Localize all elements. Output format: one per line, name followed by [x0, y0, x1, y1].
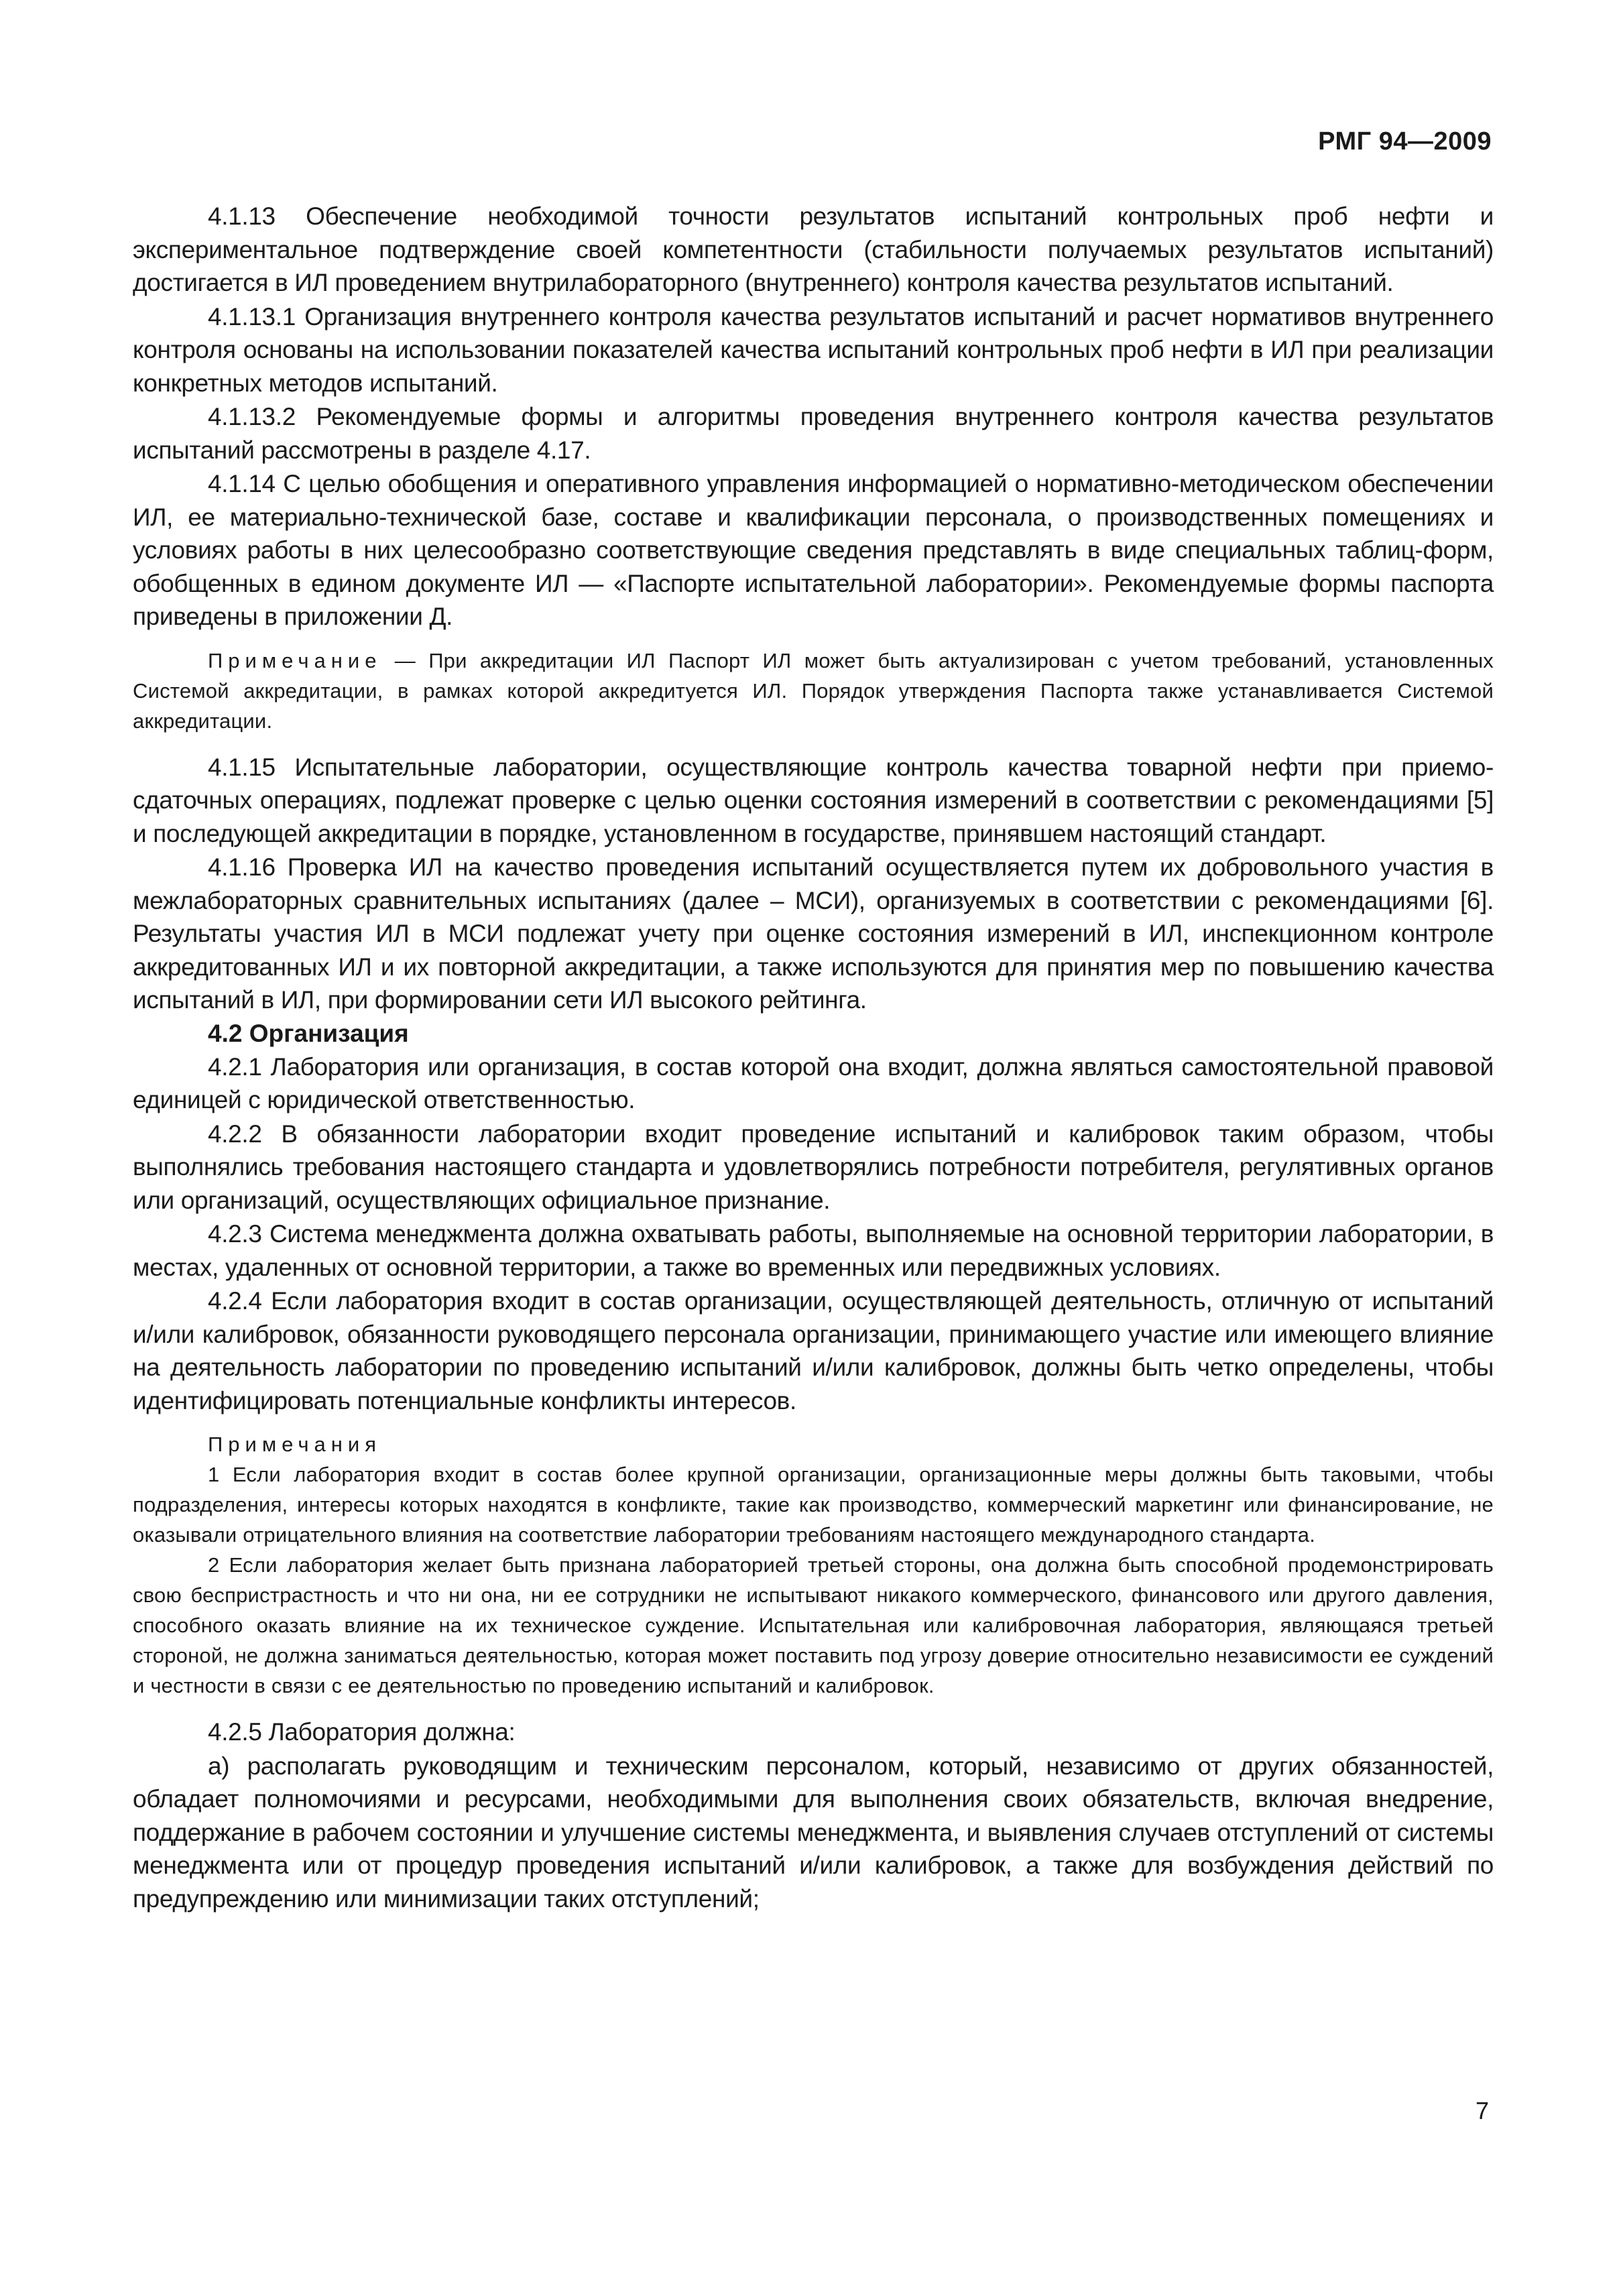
note-passport [133, 646, 1494, 736]
paragraph-4-2-5-a: а) располагать руководящим и техническим персоналом, который, независимо от других обязанностей, обладает полномочиями и ресурсами, необходимыми для выполнения своих обязательств, включая внедрение, поддержание в рабочем состоянии и улучшение системы менеджмента, и выявления случаев отступлений от системы менеджмента или от процедур проведения испытаний и/или калибровок, а также для возбуждения действий по предупреждению или минимизации таких отступлений; [133, 1752, 1494, 1913]
note-label: Примечание [208, 648, 382, 672]
page-body [133, 200, 1494, 1915]
page-number: 7 [1475, 2097, 1489, 2124]
paragraph-4-1-13-1: 4.1.13.1 Организация внутреннего контроля качества результатов испытаний и расчет нормативов внутреннего контроля основаны на использовании показателей качества испытаний контрольных проб нефти в ИЛ при реализации конкретных методов испытаний. [133, 302, 1494, 397]
paragraph-4-2-1: 4.2.1 Лаборатория или организация, в состав которой она входит, должна являться самостоятельной правовой единицей с юридической ответственностью. [133, 1052, 1494, 1113]
paragraph-4-1-15: 4.1.15 Испытательные лаборатории, осуществляющие контроль качества товарной нефти при приемо-сдаточных операциях, подлежат проверке с целью оценки состояния измерений в соответствии с рекомендациями [5] и последующей аккредитации в порядке, установленном в государстве, принявшем настоящий стандарт. [133, 753, 1494, 847]
paragraph-4-1-16: 4.1.16 Проверка ИЛ на качество проведения испытаний осуществляется путем их добровольного участия в межлабораторных сравнительных испытаниях (далее – МСИ), организуемых в соответствии с рекомендациями [6]. Результаты участия ИЛ в МСИ подлежат учету при оценке состояния измерений в ИЛ, инспекционном контроле аккредитованных ИЛ и их повторной аккредитации, а также используются для принятия мер по повышению качества испытаний в ИЛ, при формировании сети ИЛ высокого рейтинга. [133, 853, 1494, 1014]
document-code: РМГ 94—2009 [1318, 127, 1492, 156]
notes-heading: Примечания [208, 1433, 381, 1456]
paragraph-4-2-2: 4.2.2 В обязанности лаборатории входит проведение испытаний и калибровок таким образом, чтобы выполнялись требования настоящего стандарта и удовлетворялись потребности потребителя, регулятивных органов или организаций, осуществляющих официальное признание. [133, 1120, 1494, 1214]
note-text: — При аккредитации ИЛ Паспорт ИЛ может быть актуализирован с учетом требований, установленных Системой аккредитации, в рамках которой аккредитуется ИЛ. Порядок утверждения Паспорта также устанавливается Системой аккредитации. [133, 648, 1494, 733]
section-heading-4-2: 4.2 Организация [208, 1019, 409, 1047]
paragraph-4-1-13-2: 4.1.13.2 Рекомендуемые формы и алгоритмы проведения внутреннего контроля качества результатов испытаний рассмотрены в разделе 4.17. [133, 403, 1494, 464]
note-item-1: 1 Если лаборатория входит в состав более крупной организации, организационные меры должны быть таковыми, чтобы подразделения, интересы которых находятся в конфликте, такие как производство, коммерческий маркетинг или финансирование, не оказывали отрицательного влияния на соответствие лаборатории требованиям настоящего международного стандарта. [133, 1463, 1494, 1547]
paragraph-4-2-4: 4.2.4 Если лаборатория входит в состав организации, осуществляющей деятельность, отличную от испытаний и/или калибровок, обязанности руководящего персонала организации, принимающего участие или имеющего влияние на деятельность лаборатории по проведению испытаний и/или калибровок, должны быть четко определены, чтобы идентифицировать потенциальные конфликты интересов. [133, 1287, 1494, 1414]
note-item-2: 2 Если лаборатория желает быть признана лабораторией третьей стороны, она должна быть способной продемонстрировать свою беспристрастность и что ни она, ни ее сотрудники не испытывают никакого коммерческого, финансового или другого давления, способного оказать влияние на их техническое суждение. Испытательная или калибровочная лаборатория, являющаяся третьей стороной, не должна заниматься деятельностью, которая может поставить под угрозу доверие относительно независимости ее суждений и честности в связи с ее деятельностью по проведению испытаний и калибровок. [133, 1553, 1494, 1697]
paragraph-4-1-13: 4.1.13 Обеспечение необходимой точности результатов испытаний контрольных проб нефти и экспериментальное подтверждение своей компетентности (стабильности получаемых результатов испытаний) достигается в ИЛ проведением внутрилабораторного (внутреннего) контроля качества результатов испытаний. [133, 202, 1494, 296]
paragraph-4-2-5: 4.2.5 Лаборатория должна: [208, 1718, 516, 1746]
paragraph-4-2-3: 4.2.3 Система менеджмента должна охватывать работы, выполняемые на основной территории лаборатории, в местах, удаленных от основной территории, а также во временных или передвижных условиях. [133, 1220, 1494, 1281]
paragraph-4-1-14: 4.1.14 С целью обобщения и оперативного управления информацией о нормативно-методическом обеспечении ИЛ, ее материально-технической базе, составе и квалификации персонала, о производственных помещениях и условиях работы в них целесообразно соответствующие сведения представлять в виде специальных таблиц-форм, обобщенных в едином документе ИЛ — «Паспорте испытательной лаборатории». Рекомендуемые формы паспорта приведены в приложении Д. [133, 470, 1494, 630]
